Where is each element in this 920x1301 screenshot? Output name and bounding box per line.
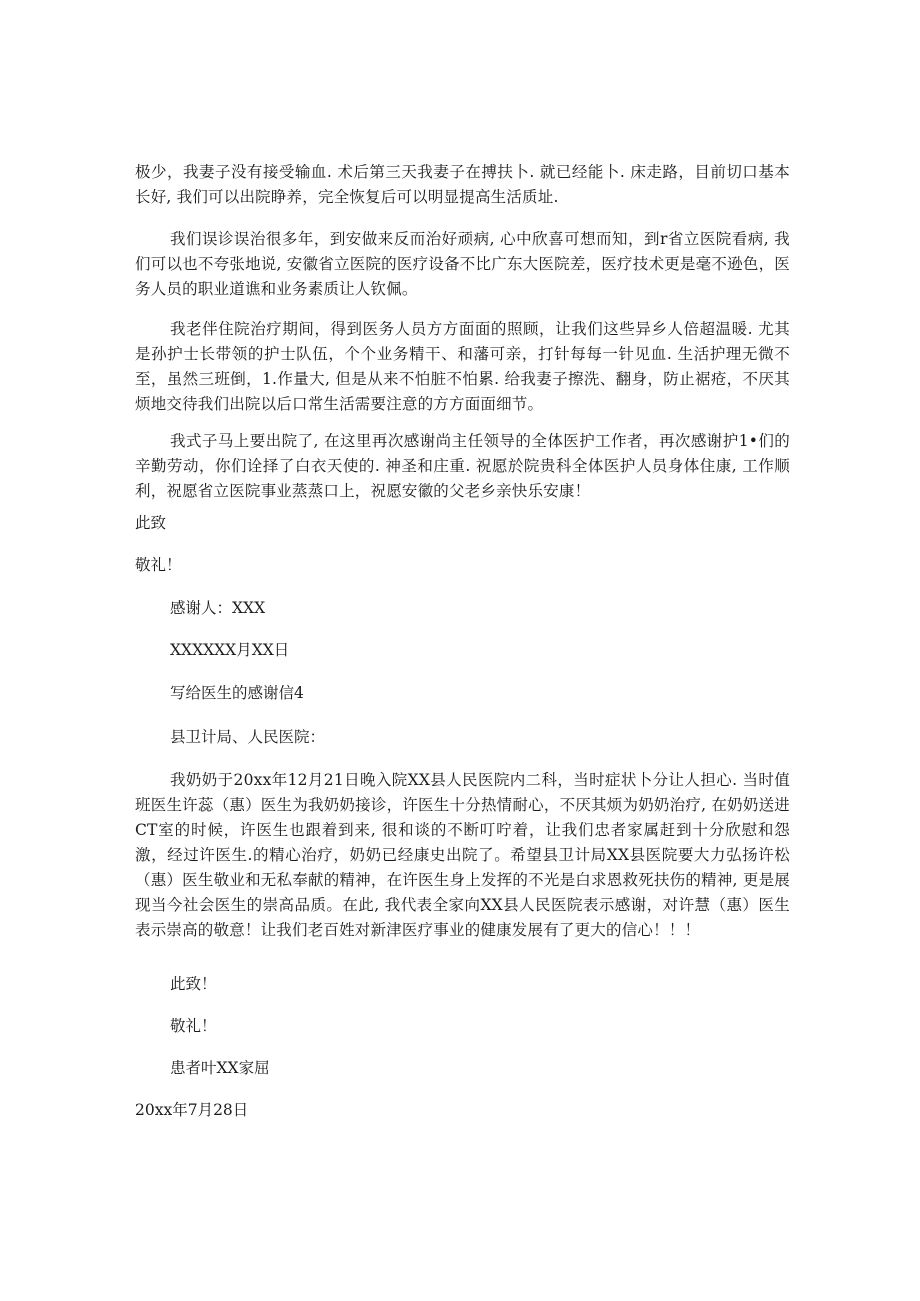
letter1-date: XXXXXX月XX日	[170, 641, 290, 659]
letter1-paragraph-3: 我老伴住院治疗期间，得到医务人员方方面面的照顾，让我们这些异乡人倍超温暖. 尤其是孙护士长带领的护士队伍，个个业务精干、和藩可亲，打针每每一针见血. 生活护理无微不至，虽然三班倒，1.作量大, 但是从来不怕脏不怕累. 给我妻子擦洗、翻身，防止裾疮，不厌其烦地交待我们出院以后口常生活需要注意的方方面面细节。	[135, 320, 790, 413]
letter2-salutation: 县卫计局、人民医院：	[170, 728, 326, 746]
letter2-closing-jing-li: 敬礼！	[170, 1017, 217, 1035]
letter1-signer: 感谢人：XXX	[170, 599, 266, 617]
letter1-closing-jing-li: 敬礼！	[135, 556, 182, 574]
letter2-title: 写给医生的感谢信4	[170, 684, 304, 702]
letter2-body: 我奶奶于20xx年12月21日晚入院XX县人民医院内二科，当时症状卜分让人担心. 当时值班医生许蕊（惠）医生为我奶奶接诊，许医生十分热情耐心，不厌其烦为奶奶治疗, 在奶奶送进CT室的时候，许医生也跟着到来, 很和谈的不断叮咛着，让我们忠者家属赶到十分欣慰和怨激，经过许医生.的精心治疗，奶奶已经康史出院了。希望县卫计局XX县医院要大力弘扬许松（惠）医生敬业和无私奉献的精神，在许医生身上发挥的不光是白求恩救死扶伤的精神, 更是展现当今社会医生的崇高品质。在此, 我代表全家向XX县人民医院表示感谢，对许慧（惠）医生表示崇高的敬意！让我们老百姓对新津医疗事业的健康发展有了更大的信心！！！	[135, 771, 790, 939]
letter1-paragraph-1: 极少，我妻子没有接受输血. 术后第三天我妻子在搏扶卜. 就已经能卜. 床走路，目前切口基本长好, 我们可以出院睁养，完全恢复后可以明显提高生活质址.	[135, 163, 790, 206]
letter1-closing-ci-zhi: 此致	[135, 514, 167, 532]
letter1-paragraph-4: 我式子马上要出院了, 在这里再次感谢尚主任领导的全体医护工作者，再次感谢护1•们的辛勤劳动，你们诠择了白衣天使的. 神圣和庄重. 祝愿於院贵科全体医护人员身体住康, 工作顺利，祝愿省立医院事业蒸蒸口上，祝愿安徽的父老乡亲快乐安康！	[135, 432, 790, 500]
letter2-signer: 患者叶XX家屈	[170, 1059, 270, 1077]
letter2-date: 20xx年7月28日	[135, 1101, 249, 1119]
letter1-paragraph-2: 我们误诊误治很多年，到安做来反而治好顽病, 心中欣喜可想而知，到r省立医院看病, 我们可以也不夸张地说, 安徽省立医院的医疗设备不比广东大医院差，医疗技术更是毫不逊色，医务人员的职业道谯和业务素质让人钦佩。	[135, 230, 790, 298]
letter2-closing-ci-zhi: 此致！	[170, 975, 217, 993]
